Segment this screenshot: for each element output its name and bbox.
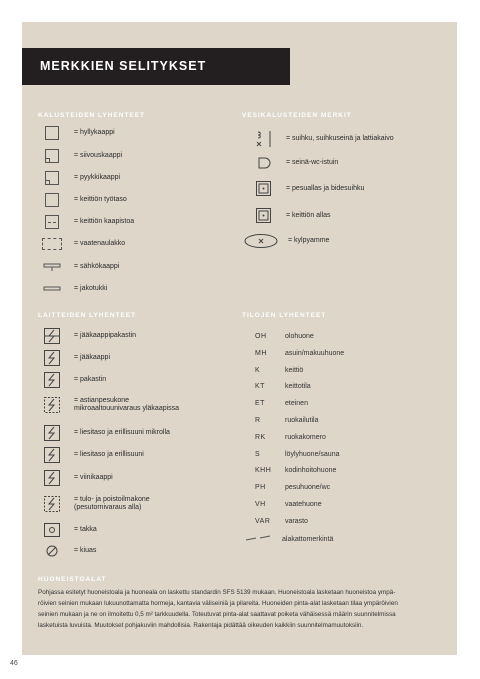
room-abbr: MH bbox=[255, 349, 267, 357]
stove-round-icon bbox=[40, 542, 64, 560]
legend-row bbox=[40, 235, 125, 253]
legend-label: = jääkaappipakastin bbox=[74, 332, 137, 339]
shower-icon bbox=[252, 130, 276, 148]
furniture-heading: KALUSTEIDEN LYHENTEET bbox=[38, 112, 146, 119]
legend-label-sub: (pesutornivaraus alla) bbox=[74, 504, 142, 511]
room-name: löylyhuone/sauna bbox=[285, 450, 340, 458]
room-abbr: OH bbox=[255, 332, 267, 340]
legend-label: = siivouskaappi bbox=[74, 152, 123, 159]
legend-row bbox=[40, 191, 127, 209]
room-row bbox=[255, 463, 336, 477]
legend-row bbox=[40, 124, 115, 142]
room-row bbox=[255, 413, 318, 427]
room-row bbox=[255, 497, 322, 511]
distribution-rack-icon bbox=[40, 280, 64, 298]
room-abbr: VAR bbox=[255, 517, 271, 525]
legend-label: = takka bbox=[74, 526, 97, 533]
room-row bbox=[255, 447, 340, 461]
areas-heading: HUONEISTOALAT bbox=[38, 576, 107, 583]
legend-row bbox=[40, 213, 134, 231]
room-row bbox=[255, 396, 308, 410]
legend-label: = keittiön työtaso bbox=[74, 196, 127, 203]
legend-label: = seinä-wc-istuin bbox=[286, 159, 339, 166]
fridge-icon bbox=[40, 349, 64, 367]
room-row bbox=[244, 532, 333, 546]
suspended-ceiling-icon bbox=[244, 534, 280, 544]
paragraph-line: seinien mukaan ja ne on ilmoitettu 0,5 m² tarkkuudella. Toteutuvat pinta-alat saattavat poiketa vähäisessä määrin suunnitelmissa bbox=[38, 611, 396, 618]
legend-label: = kylpyamme bbox=[288, 237, 330, 244]
electrical-cabinet-icon bbox=[40, 258, 64, 276]
legend-row bbox=[252, 129, 394, 149]
legend-label-multi bbox=[74, 397, 179, 413]
room-abbr: KT bbox=[255, 382, 265, 390]
room-name: pesuhuone/wc bbox=[285, 483, 331, 491]
legend-row bbox=[40, 394, 179, 416]
stove-microwave-icon bbox=[40, 424, 64, 442]
plumbing-heading: VESIKALUSTEIDEN MERKIT bbox=[242, 112, 352, 119]
room-name: keittotila bbox=[285, 382, 311, 390]
washer-dryer-icon bbox=[40, 495, 64, 513]
room-abbr: S bbox=[255, 450, 261, 458]
legend-label: = keittiön allas bbox=[286, 212, 331, 219]
legend-label: = jakotukki bbox=[74, 285, 108, 292]
room-name: kodinhoitohuone bbox=[285, 466, 337, 474]
room-abbr: RK bbox=[255, 433, 266, 441]
wall-wc-icon bbox=[252, 154, 276, 172]
legend-label: = liesitaso ja erillisuuni mikrolla bbox=[74, 429, 170, 436]
room-row bbox=[255, 430, 326, 444]
room-name: varasto bbox=[285, 517, 308, 525]
legend-row bbox=[40, 169, 120, 187]
kitchen-cabinet-icon bbox=[40, 213, 64, 231]
legend-label: = tulo- ja poistoilmakone bbox=[74, 496, 150, 503]
room-abbr: K bbox=[255, 366, 261, 374]
stove-oven-icon bbox=[40, 446, 64, 464]
legend-row bbox=[40, 424, 170, 442]
legend-label: = keittiön kaapistoa bbox=[74, 218, 135, 225]
legend-label: = kiuas bbox=[74, 547, 97, 554]
legend-row bbox=[40, 446, 144, 464]
room-abbr: PH bbox=[255, 483, 266, 491]
legend-row bbox=[40, 327, 136, 345]
room-row bbox=[255, 329, 314, 343]
legend-label: = astianpesukone bbox=[74, 397, 130, 404]
room-abbr: VH bbox=[255, 500, 266, 508]
legend-label-sub: mikroaaltouunivaraus yläkaapissa bbox=[74, 405, 180, 412]
page-number: 46 bbox=[10, 660, 18, 667]
washbasin-icon bbox=[252, 180, 276, 198]
legend-row bbox=[252, 207, 331, 225]
clothes-rail-icon bbox=[40, 235, 64, 253]
room-name: vaatehuone bbox=[285, 500, 322, 508]
legend-row bbox=[40, 371, 106, 389]
legend-row bbox=[40, 542, 96, 560]
room-row bbox=[255, 379, 311, 393]
bathtub-icon bbox=[244, 232, 278, 250]
legend-row bbox=[40, 469, 113, 487]
legend-row bbox=[244, 232, 329, 250]
appliances-heading: LAITTEIDEN LYHENTEET bbox=[38, 312, 137, 319]
legend-label-multi bbox=[74, 496, 150, 512]
room-name: ruokakomero bbox=[285, 433, 326, 441]
legend-label: = sähkökaappi bbox=[74, 263, 120, 270]
areas-paragraph bbox=[38, 587, 446, 631]
shelf-cabinet-icon bbox=[40, 124, 64, 142]
legend-label: = jääkaappi bbox=[74, 354, 111, 361]
legend-row bbox=[40, 258, 119, 276]
kitchen-sink-icon bbox=[252, 207, 276, 225]
legend-label: = suihku, suihkuseinä ja lattiakaivo bbox=[286, 135, 394, 142]
fireplace-icon bbox=[40, 521, 64, 539]
room-name: keittiö bbox=[285, 366, 304, 374]
legend-label: = pakastin bbox=[74, 376, 107, 383]
room-name: asuin/makuuhuone bbox=[285, 349, 345, 357]
page-title: MERKKIEN SELITYKSET bbox=[22, 48, 290, 85]
room-row bbox=[255, 514, 308, 528]
legend-label: = hyllykaappi bbox=[74, 129, 115, 136]
dishwasher-icon bbox=[40, 396, 64, 414]
wine-cooler-icon bbox=[40, 469, 64, 487]
legend-row bbox=[252, 180, 364, 198]
paragraph-line: röivien seinien mukaan lukuunottamatta hormeja, kantavia väliseiniä ja pilareita. Huoneiden pinta-alat lasketaan tilaa ympäröivien bbox=[38, 600, 398, 607]
legend-row bbox=[40, 521, 97, 539]
room-row bbox=[255, 480, 330, 494]
legend-row bbox=[252, 154, 338, 172]
paragraph-line: lasketuista luvuista. Muutokset pohjakuviin mahdollisia. Rakentaja pidättää oikeuden kaikkiin suunnitelmamuutoksiin. bbox=[38, 622, 364, 629]
legend-label: = liesitaso ja erillisuuni bbox=[74, 451, 144, 458]
legend-label: = pesuallas ja bidesuihku bbox=[286, 185, 365, 192]
cleaning-cabinet-icon bbox=[40, 147, 64, 165]
room-name: eteinen bbox=[285, 399, 308, 407]
paragraph-line: Pohjassa esitetyt huoneistoala ja huoneala on laskettu standardin SFS 5139 mukaan. Huoneistoala lasketaan huoneistoa ympä- bbox=[38, 589, 396, 596]
room-name: alakattomerkintä bbox=[282, 535, 334, 543]
fridge-freezer-icon bbox=[40, 327, 64, 345]
freezer-icon bbox=[40, 371, 64, 389]
room-abbr: KHH bbox=[255, 466, 272, 474]
legend-row bbox=[40, 493, 150, 515]
legend-row bbox=[40, 349, 110, 367]
legend-row bbox=[40, 147, 122, 165]
legend-label: = vaatenaulakko bbox=[74, 240, 126, 247]
room-row bbox=[255, 346, 344, 360]
kitchen-counter-icon bbox=[40, 191, 64, 209]
legend-label: = pyykkikaappi bbox=[74, 174, 121, 181]
room-abbr: R bbox=[255, 416, 261, 424]
room-name: olohuone bbox=[285, 332, 314, 340]
room-abbr: ET bbox=[255, 399, 265, 407]
room-name: ruokailutila bbox=[285, 416, 319, 424]
laundry-cabinet-icon bbox=[40, 169, 64, 187]
room-row bbox=[255, 363, 303, 377]
rooms-heading: TILOJEN LYHENTEET bbox=[242, 312, 327, 319]
legend-row bbox=[40, 280, 107, 298]
legend-label: = viinikaappi bbox=[74, 474, 113, 481]
